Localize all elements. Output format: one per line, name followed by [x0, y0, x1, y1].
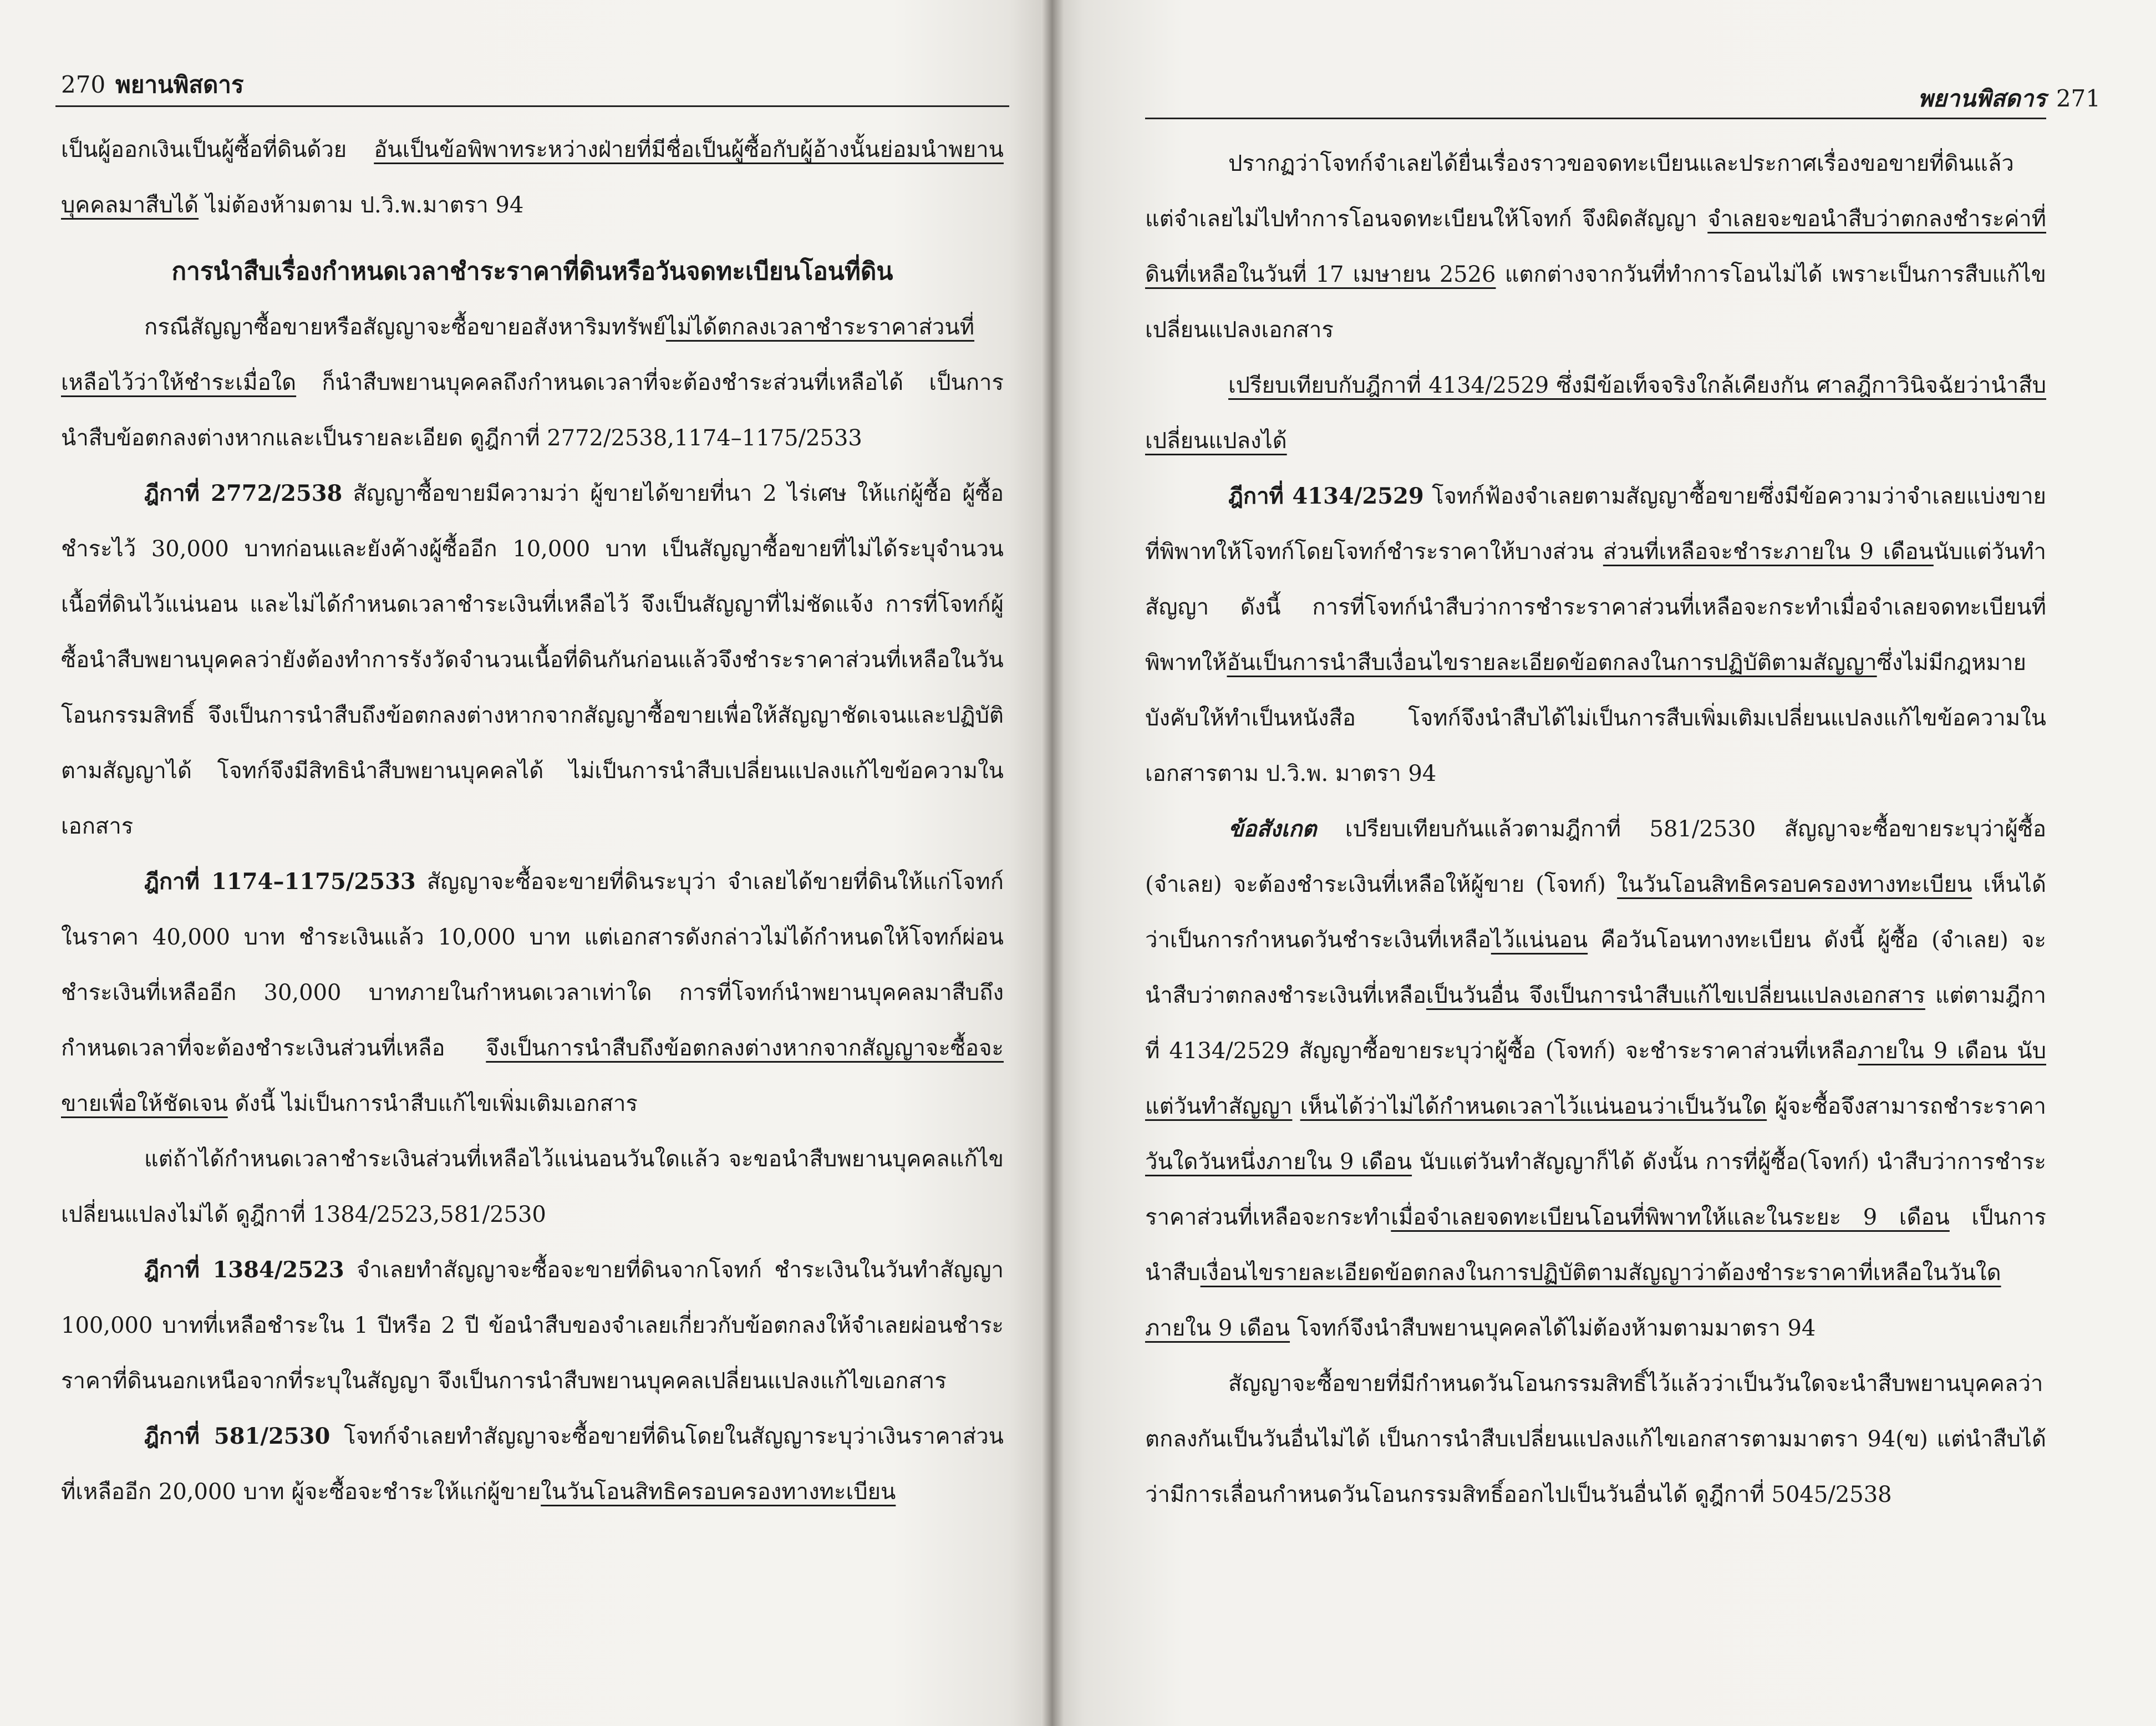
case-text: จำเลยทำสัญญาจะซื้อจะขายที่ดินจากโจทก์ ชำระเงินในวันทำสัญญา 100,000 บาทที่เหลือชำระใน 1 ปีหรือ 2 ปี ข้อนำสืบของจำเลยเกี่ยวกับข้อตกลงให้จำเลยผ่อนชำระราคาที่ดินนอกเหนือจากที่ระบุในสัญญา จึงเป็นการนำสืบพยานบุคคลเปลี่ยนแปลงแก้ไขเอกสาร: [61, 1257, 1004, 1394]
right-para-1: [1145, 136, 2046, 358]
case-text: สัญญาจะซื้อจะขายที่ดินระบุว่า จำเลยได้ขายที่ดินให้แก่โจทก์ในราคา 40,000 บาท ชำระเงินแล้ว 10,000 บาท แต่เอกสารดังกล่าวไม่ได้กำหนดให้โจทก์ผ่อนชำระเงินที่เหลืออีก 30,000 บาทภายในกำหนดเวลาเท่าใด การที่โจทก์นำพยานบุคคลมาสืบถึงกำหนดเวลาที่จะต้องชำระเงินส่วนที่เหลือ: [61, 869, 1004, 1061]
observation-note: [1145, 801, 2046, 1356]
case-title: ฎีกาที่ 2772/2538: [144, 480, 343, 506]
text: เป็นการนำสืบ: [1145, 1205, 2046, 1286]
right-last-para: สัญญาจะซื้อขายที่มีกำหนดวันโอนกรรมสิทธิ์ไว้แล้วว่าเป็นวันใดจะนำสืบพยานบุคคลว่าตกลงกันเป็นวันอื่นไม่ได้ เป็นการนำสืบเปลี่ยนแปลงแก้ไขเอกสารตามมาตรา 94(ข) แต่นำสืบได้ว่ามีการเลื่อนกำหนดวันโอนกรรมสิทธิ์ออกไปเป็นวันอื่นได้ ดูฎีกาที่ 5045/2538: [1145, 1371, 2046, 1507]
underlined-text: อันเป็นการนำสืบเงื่อนไขรายละเอียดข้อตกลงในการปฏิบัติตามสัญญา: [1227, 650, 1877, 676]
underlined-text: ไว้แน่นอน: [1491, 927, 1588, 953]
note-label: ข้อสังเกต: [1228, 816, 1317, 842]
text: เห็นได้ว่าเป็นการกำหนดวันชำระเงินที่เหลือ: [1145, 872, 2046, 953]
case-text: สัญญาซื้อขายมีความว่า ผู้ขายได้ขายที่นา 2 ไร่เศษ ให้แก่ผู้ซื้อ ผู้ซื้อชำระไว้ 30,000 บาทก่อนและยังค้างผู้ซื้ออีก 10,000 บาท เป็นสัญญาซื้อขายที่ไม่ได้ระบุจำนวนเนื้อที่ดินไว้แน่นอน และไม่ได้กำหนดเวลาชำระเงินที่เหลือไว้ จึงเป็นสัญญาที่ไม่ชัดแจ้ง การที่โจทก์ผู้ซื้อนำสืบพยานบุคคลว่ายังต้องทำการรังวัดจำนวนเนื้อที่ดินกันก่อนแล้วจึงชำระราคาส่วนที่เหลือในวันโอนกรรมสิทธิ์ จึงเป็นการนำสืบถึงข้อตกลงต่างหากจากสัญญาซื้อขายเพื่อให้สัญญาชัดเจนและปฏิบัติตามสัญญาได้ โจทก์จึงมีสิทธินำสืบพยานบุคคลได้ ไม่เป็นการนำสืบเปลี่ยนแปลงแก้ไขข้อความในเอกสาร: [61, 481, 1004, 839]
right-running-head: พยานพิสดาร: [1918, 85, 2046, 112]
text: ผู้จะซื้อจึงสามารถชำระราคา: [1767, 1094, 2046, 1119]
left-para-2: [61, 299, 1004, 466]
text: คือวันโอนทางทะเบียน ดังนี้ ผู้ซื้อ (จำเลย) จะนำสืบว่าตกลงชำระเงินที่เหลือ: [1145, 927, 2046, 1008]
text: โจทก์จึงนำสืบพยานบุคคลได้ไม่ต้องห้ามตามมาตรา 94: [1290, 1316, 1816, 1341]
case-text: ซึ่งไม่มีกฎหมายบังคับให้ทำเป็นหนังสือ โจทก์จึงนำสืบได้ไม่เป็นการสืบเพิ่มเติมเปลี่ยนแปลงแก้ไขข้อความในเอกสารตาม ป.วิ.พ. มาตรา 94: [1145, 650, 2046, 786]
book-gutter: [1041, 0, 1064, 1726]
section-heading: การนำสืบเรื่องกำหนดเวลาชำระราคาที่ดินหรือวันจดทะเบียนโอนที่ดิน: [171, 257, 893, 286]
underlined-text: ส่วนที่เหลือจะชำระภายใน 9 เดือน: [1603, 539, 1934, 565]
case-581-2530: [61, 1409, 1004, 1520]
right-page-number: 271: [2056, 85, 2101, 112]
case-text: นับแต่วันทำสัญญา ดังนี้ การที่โจทก์นำสืบว่าการชำระราคาส่วนที่เหลือจะกระทำเมื่อจำเลยจดทะเบียนที่พิพาทให้: [1145, 539, 2046, 676]
left-page-body: [61, 122, 1004, 1520]
underlined-text: วันใดวันหนึ่งภายใน 9 เดือน: [1145, 1149, 1412, 1175]
case-2772-2538: [61, 466, 1004, 854]
left-running-head: พยานพิสดาร: [115, 71, 244, 98]
case-text: โจทก์ฟ้องจำเลยตามสัญญาซื้อขายซึ่งมีข้อความว่าจำเลยแบ่งขายที่พิพาทให้โจทก์โดยโจทก์ชำระราคาให้บางส่วน: [1145, 484, 2046, 565]
case-title: ฎีกาที่ 4134/2529: [1228, 483, 1424, 509]
right-header-rule: [1145, 118, 2046, 119]
case-text: โจทก์จำเลยทำสัญญาจะซื้อขายที่ดินโดยในสัญญาระบุว่าเงินราคาส่วนที่เหลืออีก 20,000 บาท ผู้จะซื้อจะชำระให้แก่ผู้ขาย: [61, 1424, 1004, 1505]
left-header-rule: [55, 105, 1009, 107]
underlined-text: เมื่อจำเลยจดทะเบียนโอนที่พิพาทให้และในระยะ 9 เดือน: [1391, 1205, 1950, 1230]
underlined-text: เงื่อนไขรายละเอียดข้อตกลงในการปฏิบัติตามสัญญาว่าต้องชำระราคาที่เหลือในวันใดภายใน 9 เดือน: [1145, 1260, 2001, 1341]
compare-note: [1145, 358, 2046, 469]
case-1384-2523: [61, 1242, 1004, 1409]
underlined-text: ไม่ได้ตกลงเวลาชำระราคาส่วนที่เหลือไว้ว่าให้ชำระเมื่อใด: [61, 314, 975, 395]
case-title: ฎีกาที่ 1174–1175/2533: [144, 869, 416, 895]
left-para-3: แต่ถ้าได้กำหนดเวลาชำระเงินส่วนที่เหลือไว้แน่นอนวันใดแล้ว จะขอนำสืบพยานบุคคลแก้ไขเปลี่ยนแปลงไม่ได้ ดูฎีกาที่ 1384/2523,581/2530: [61, 1146, 1004, 1227]
underlined-text: จึงเป็นการนำสืบถึงข้อตกลงต่างหากจากสัญญาจะซื้อจะขายเพื่อให้ชัดเจน: [61, 1035, 1004, 1116]
underlined-text: จำเลยจะขอนำสืบว่าตกลงชำระค่าที่ดินที่เหลือในวันที่ 17 เมษายน 2526: [1145, 206, 2046, 287]
text: [1292, 1094, 1300, 1119]
left-page-header: [61, 67, 244, 103]
text: นับแต่วันทำสัญญาก็ได้ ดังนั้น การที่ผู้ซื้อ(โจทก์) นำสืบว่าการชำระราคาส่วนที่เหลือจะกระทำ: [1145, 1149, 2046, 1230]
text: เปรียบเทียบกันแล้วตามฎีกาที่ 581/2530 สัญญาจะซื้อขายระบุว่าผู้ซื้อ (จำเลย) จะต้องชำระเงินที่เหลือให้ผู้ขาย (โจทก์): [1145, 816, 2046, 897]
underlined-text: ภายใน 9 เดือน นับแต่วันทำสัญญา: [1145, 1038, 2046, 1119]
underlined-text: เปรียบเทียบกับฎีกาที่ 4134/2529 ซึ่งมีข้อเท็จจริงใกล้เคียงกัน ศาลฎีกาวินิจฉัยว่านำสืบเปลี่ยนแปลงได้: [1145, 373, 2046, 454]
left-page: [0, 0, 1051, 1726]
right-page-header: [1918, 80, 2101, 117]
case-title: ฎีกาที่ 1384/2523: [144, 1257, 344, 1283]
underlined-text: อันเป็นข้อพิพาทระหว่างฝ่ายที่มีชื่อเป็นผู้ซื้อกับผู้อ้างนั้นย่อมนำพยานบุคคลมาสืบได้: [61, 137, 1004, 218]
left-para-1: [61, 122, 1004, 233]
case-title: ฎีกาที่ 581/2530: [144, 1423, 330, 1449]
left-page-number: 270: [61, 71, 106, 98]
text: แต่ตามฎีกาที่ 4134/2529 สัญญาซื้อขายระบุว่าผู้ซื้อ (โจทก์) จะชำระราคาส่วนที่เหลือ: [1145, 983, 2046, 1064]
text: เป็นผู้ออกเงินเป็นผู้ซื้อที่ดินด้วย: [61, 137, 374, 163]
underlined-text: เป็นวันอื่น จึงเป็นการนำสืบแก้ไขเปลี่ยนแปลงเอกสาร: [1426, 983, 1925, 1008]
text: แตกต่างจากวันที่ทำการโอนไม่ได้ เพราะเป็นการสืบแก้ไขเปลี่ยนแปลงเอกสาร: [1145, 262, 2046, 343]
text: กรณีสัญญาซื้อขายหรือสัญญาจะซื้อขายอสังหาริมทรัพย์: [144, 314, 666, 340]
case-4134-2529: [1145, 469, 2046, 801]
right-page-body: [1145, 136, 2046, 1522]
case-text: ดังนี้ ไม่เป็นการนำสืบแก้ไขเพิ่มเติมเอกสาร: [227, 1091, 638, 1116]
text: ปรากฏว่าโจทก์จำเลยได้ยื่นเรื่องราวขอจดทะเบียนและประกาศเรื่องขอขายที่ดินแล้ว แต่จำเลยไม่ไปทำการโอนจดทะเบียนให้โจทก์ จึงผิดสัญญา: [1145, 151, 2014, 232]
underlined-text: ในวันโอนสิทธิครอบครองทางทะเบียน: [541, 1479, 896, 1505]
case-1174-1175-2533: [61, 854, 1004, 1131]
underlined-text: ในวันโอนสิทธิครอบครองทางทะเบียน: [1617, 872, 1972, 897]
text: ก็นำสืบพยานบุคคลถึงกำหนดเวลาที่จะต้องชำระส่วนที่เหลือได้ เป็นการนำสืบข้อตกลงต่างหากและเป็นรายละเอียด ดูฎีกาที่ 2772/2538,1174–1175/2533: [61, 370, 1004, 451]
text: ไม่ต้องห้ามตาม ป.วิ.พ.มาตรา 94: [199, 192, 524, 218]
underlined-text: เห็นได้ว่าไม่ได้กำหนดเวลาไว้แน่นอนว่าเป็นวันใด: [1300, 1094, 1767, 1119]
